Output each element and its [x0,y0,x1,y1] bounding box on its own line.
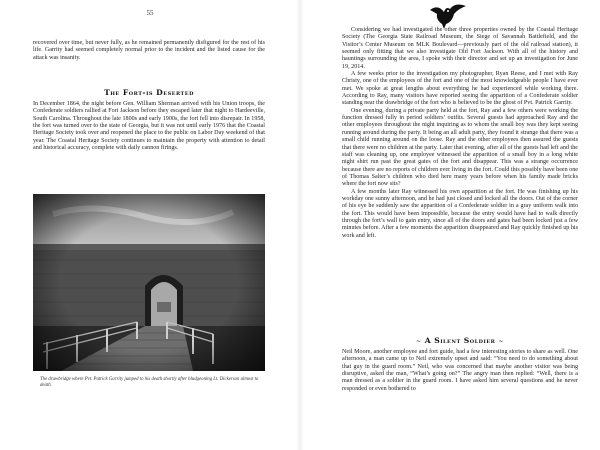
ornament-left: ~ [416,338,422,345]
section-title-text: A Silent Soldier [424,336,496,345]
ornament-right: ~ [498,338,504,345]
paragraph-neil-moore: Neil Moore, another employee and fort guide, had a few interesting stories to share as well. One afternoon, a man came up to Neil extremely upset and said: “You need to do something about that guy in the guard room.” Neil, who was concerned that maybe another visitor was being disruptive, asked the man, “What’s going on?” The angry man then replied: “Well, there is a man dressed as a soldier in the guard room. I have asked him several questions and he never responded or even bothered to [342,349,578,392]
raven-icon [428,0,468,30]
right-column-bottom [342,349,578,393]
section-title-fort-deserted: The Fort-is Deserted [104,88,194,97]
paragraph-private-party: One evening, during a private party held at the fort, Ray and a few others were working the function dressed fully in period soldiers’ outfits. Several guests had approached Ray and the other employees throughout the night inquiring as to whom the small boy was they kept seeing running around during the party. It being an all adult party, they found it strange that there was a small child running around on the loose. Ray and the other employees then assured the guests that there were no children at the party. Later that evening, after all of the guests had left and the staff was cleaning up, one employee witnessed the apparition of a small boy in a long white night shirt run past the great gates of the fort and disappear. This was a strange occurrence because there are no reports of children ever living in the fort. Could this possibly have been one of Thomas Salter’s children who died here many years before when his family made bricks where the fort now sits? [342,107,578,188]
fort-drawbridge-photo [33,194,265,371]
paragraph-investigation: Considering we had investigated the other three properties owned by the Coastal Heritage Society (The Georgia State Railroad Museum, the Siege of Savannah Battlefield, and the Visitor’s Center Museum on MLK Boulevard—previously part of the old railroad station), it seemed only fitting that we also investigate Old Fort Jackson. With all of the history and hauntings surrounding the area, I spoke with their director and set up an investigation for June 19, 2014. [342,27,578,70]
fort-paragraph: In December 1864, the night before Gen. William Sherman arrived with his Union troops, the Confederate soldiers rallied at Fort Jackson before they escaped later that night to Hardeeville, South Carolina. Throughout the late 1800s and early 1900s, the fort fell into disrepair. In 1958, the fort was turned over to the state of Georgia, but it was not until early 1976 that the Coastal Heritage Society took over and reopened the place to the public on Labor Day weekend of that year. The Coastal Heritage Society continues to maintain the property with attention to detail and historical accuracy, complete with daily cannon firings. [33,101,265,152]
page-number: 55 [146,9,154,17]
section-title-silent-soldier [342,336,578,345]
right-page [302,0,600,450]
intro-paragraph: recovered over time, but never fully, as he remained permanently disfigured for the rest of his life. Garrity had seemed completely normal prior to the incident and the listed cause for the attack was insanity. [33,40,265,61]
right-column-top [342,27,578,240]
paragraph-ray-apparition: A few months later Ray witnessed his own apparition at the fort. He was finishing up his workday one sunny afternoon, and he had just closed and locked all the doors. Out of the corner of his eye he suddenly saw the apparition of a Confederate soldier in a gray uniform walk into the fort. This would have been impossible, because the entry would have had to walk directly through the fort’s wall to gain entry, since all of the doors and gates had been locked just a few minutes before. After a few moments the apparition disappeared and Ray quickly finished up his work and left. [342,188,578,239]
left-page [0,0,298,450]
photo-caption: The drawbridge where Pvt. Patrick Garrity jumped to his death shortly after bludgeoning Lt. Dickerson almost to death. [40,377,259,389]
paragraph-ray-christy: A few weeks prior to the investigation my photographer, Ryan Reese, and I met with Ray Christy, one of the employees of the fort and one of the most knowledgeable people I have ever met. We spoke at great lengths about everything he had experienced while working there. According to Ray, many visitors have reported seeing the apparition of a Confederate soldier standing near the drawbridge of the fort who is believed to be the ghost of Pvt. Patrick Garrity. [342,71,578,107]
